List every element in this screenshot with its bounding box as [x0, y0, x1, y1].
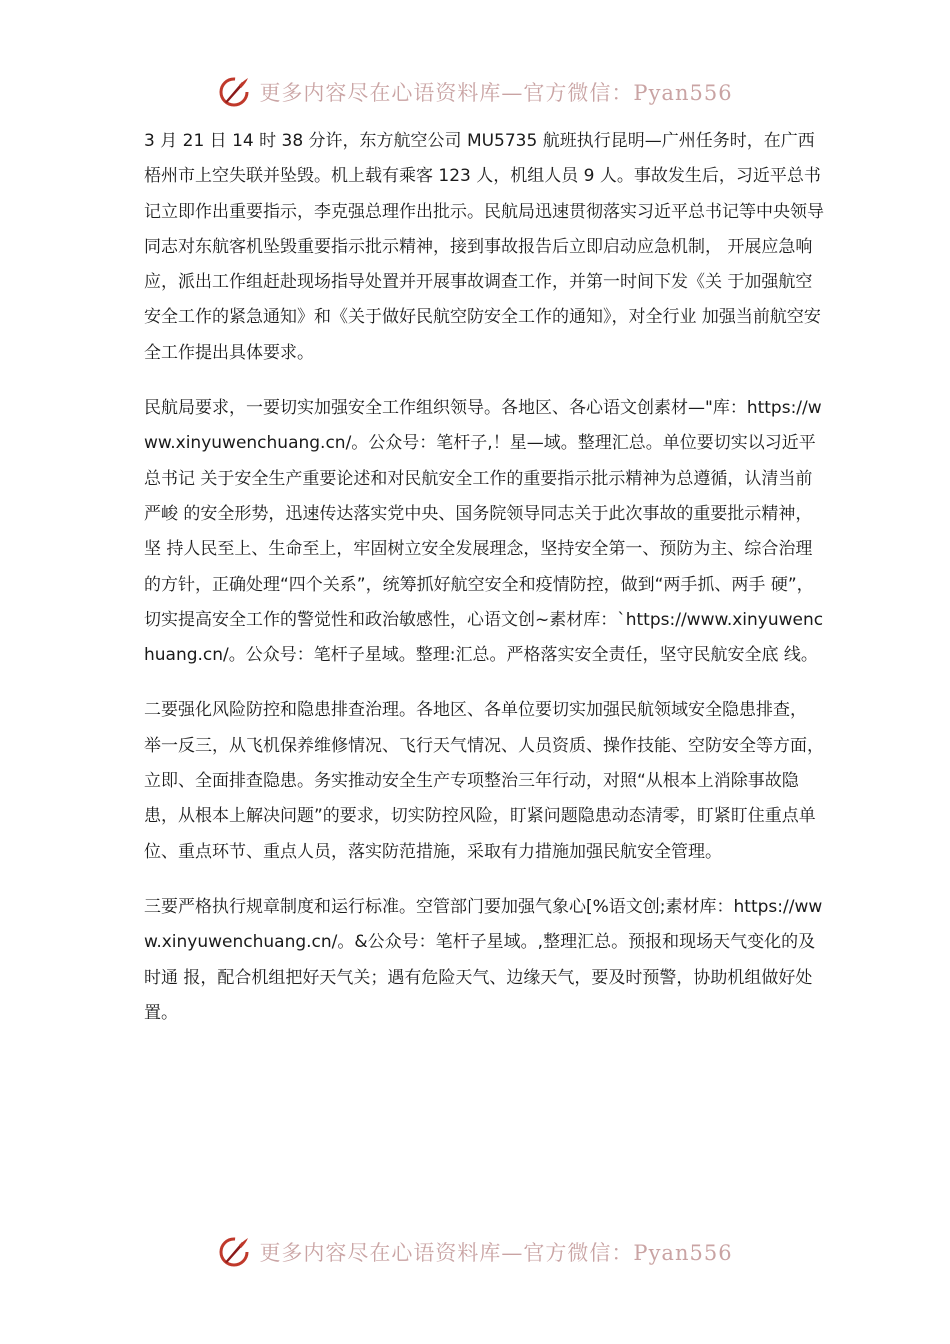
paragraph-1: 3 月 21 日 14 时 38 分许，东方航空公司 MU5735 航班执行昆明—广州任务时，在广西梧州市上空失联并坠毁。机上载有乘客 123 人，机组人员 9 人。事故发生后，习近平总书记立即作出重要指示，李克强总理作出批示。民航局迅速贯彻落实习近平总书记等中央领导同志对东航客机坠毁重要指示批示精神，接到事故报告后立即启动应急机制， 开展应急响应，派出工作组赶赴现场指导处置并开展事故调查工作，并第一时间下发《关 于加强航空安全工作的紧急通知》和《关于做好民航空防安全工作的通知》，对全行业 加强当前航空安全工作提出具体要求。 — [144, 131, 824, 363]
document-body — [144, 124, 824, 1031]
header-banner — [0, 72, 950, 112]
footer-banner-text: 更多内容尽在心语资料库—官方微信：Pyan556 — [259, 1241, 733, 1265]
paragraph-4: 三要严格执行规章制度和运行标准。空管部门要加强气象心[%语文创;素材库：https://www.xinyuwenchuang.cn/。&公众号：笔杆子星域。,整理汇总。预报和现场天气变化的及时通 报，配合机组把好天气关；遇有危险天气、边缘天气，要及时预警，协助机组做好处置。 — [144, 896, 823, 1023]
quill-logo-icon — [217, 75, 251, 109]
footer-banner — [0, 1232, 950, 1272]
paragraph-2: 民航局要求，一要切实加强安全工作组织领导。各地区、各心语文创素材—"库：https://www.xinyuwenchuang.cn/。公众号：笔杆子,！星—域。整理汇总。单位要切实以习近平总书记 关于安全生产重要论述和对民航安全工作的重要指示批示精神为总遵循，认清当前严峻 的安全形势，迅速传达落实党中央、国务院领导同志关于此次事故的重要批示精神，坚 持人民至上、生命至上，牢固树立安全发展理念，坚持安全第一、预防为主、综合治理 的方针，正确处理“四个关系”，统筹抓好航空安全和疫情防控，做到“两手抓、两手 硬”，切实提高安全工作的警觉性和政治敏感性，心语文创~素材库：`https://www.xinyuwenchuang.cn/。公众号：笔杆子星域。整理:汇总。严格落实安全责任，坚守民航安全底 线。 — [144, 398, 824, 666]
quill-logo-icon — [217, 1235, 251, 1269]
header-banner-text: 更多内容尽在心语资料库—官方微信：Pyan556 — [259, 81, 733, 105]
paragraph-3: 二要强化风险防控和隐患排查治理。各地区、各单位要切实加强民航领域安全隐患排查， 举一反三，从飞机保养维修情况、飞行天气情况、人员资质、操作技能、空防安全等方面，立即、全面排查隐患。务实推动安全生产专项整治三年行动，对照“从根本上消除事故隐患，从根本上解决问题”的要求，切实防控风险，盯紧问题隐患动态清零，盯紧盯住重点单位、重点环节、重点人员，落实防范措施，采取有力措施加强民航安全管理。 — [144, 700, 824, 862]
